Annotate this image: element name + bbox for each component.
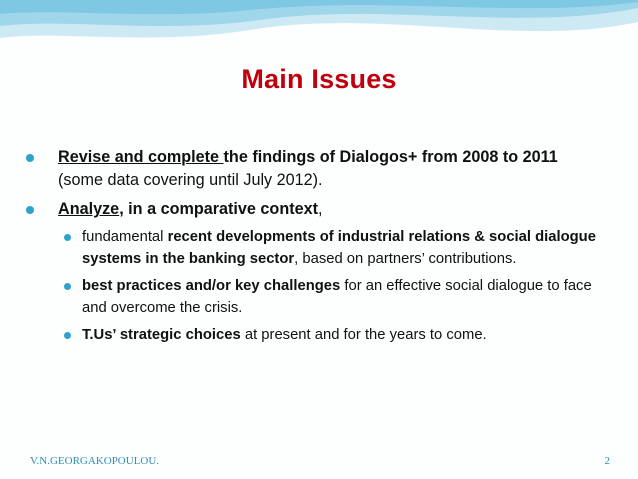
bullet-text: Analyze, in a comparative context, bbox=[58, 200, 323, 218]
bullet-dot-icon bbox=[26, 206, 34, 214]
bullet-list bbox=[24, 146, 604, 353]
bullet-item bbox=[24, 146, 604, 192]
slide-title: Main Issues bbox=[241, 64, 397, 94]
bullet-dot-icon bbox=[64, 283, 71, 290]
footer-author: V.N.GEORGAKOPOULOU. bbox=[30, 455, 160, 467]
bullet-dot-icon bbox=[64, 234, 71, 241]
sub-bullet-item bbox=[24, 227, 604, 270]
bullet-text: Revise and complete the findings of Dialogos+ from 2008 to 2011 (some data covering until July 2012). bbox=[58, 148, 558, 189]
bullet-dot-icon bbox=[64, 332, 71, 339]
bullet-item bbox=[24, 198, 604, 221]
sub-bullet-item bbox=[24, 276, 604, 319]
page-number: 2 bbox=[604, 455, 610, 467]
sub-bullet-text: fundamental recent developments of industrial relations & social dialogue systems in the banking sector, based on partners’ contributions. bbox=[82, 229, 596, 267]
header-wave-decoration bbox=[0, 0, 638, 60]
sub-bullet-text: T.Us’ strategic choices at present and for the years to come. bbox=[82, 327, 487, 343]
sub-bullet-text: best practices and/or key challenges for an effective social dialogue to face and overcome the crisis. bbox=[82, 278, 592, 316]
bullet-dot-icon bbox=[26, 154, 34, 162]
sub-bullet-item bbox=[24, 325, 604, 347]
